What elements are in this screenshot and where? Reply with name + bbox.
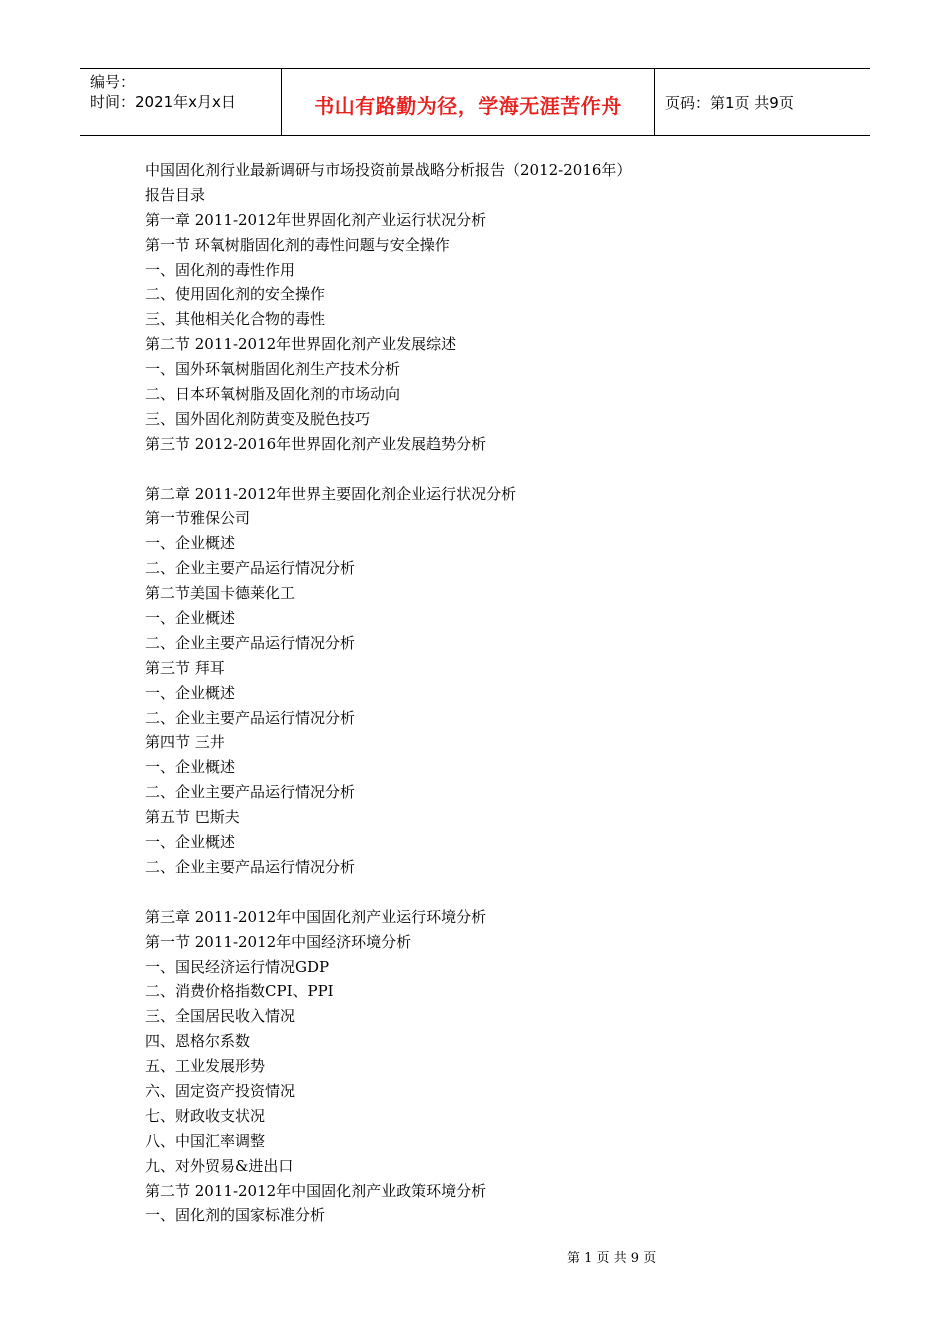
- toc-line: 三、国外固化剂防黄变及脱色技巧: [145, 409, 371, 428]
- toc-line: 一、国外环氧树脂固化剂生产技术分析: [145, 360, 401, 379]
- toc-line: 一、企业概述: [145, 534, 236, 553]
- toc-line: 一、国民经济运行情况GDP: [145, 957, 330, 976]
- toc-line: 一、企业概述: [145, 833, 236, 852]
- toc-line: 一、固化剂的国家标准分析: [145, 1206, 326, 1225]
- toc-line: 二、日本环氧树脂及固化剂的市场动向: [145, 385, 401, 404]
- toc-line: 二、企业主要产品运行情况分析: [145, 633, 356, 652]
- toc-line: 一、企业概述: [145, 609, 236, 628]
- toc-line: 一、企业概述: [145, 758, 236, 777]
- toc-line: [145, 457, 845, 482]
- toc-line: 一、企业概述: [145, 683, 236, 702]
- toc-line: 二、企业主要产品运行情况分析: [145, 708, 356, 727]
- toc-line: 第四节 三井: [145, 733, 225, 752]
- toc-line: 三、全国居民收入情况: [145, 1007, 296, 1026]
- toc-line: 五、工业发展形势: [145, 1057, 266, 1076]
- toc-line: 一、固化剂的毒性作用: [145, 260, 296, 279]
- toc-line: 四、恩格尔系数: [145, 1032, 251, 1051]
- toc-line: 八、中国汇率调整: [145, 1131, 266, 1150]
- toc-line: 第三章 2011-2012年中国固化剂产业运行环境分析: [145, 907, 487, 926]
- toc-line: 六、固定资产投资情况: [145, 1081, 296, 1100]
- toc-line: 第三节 拜耳: [145, 658, 225, 677]
- toc-line: 第二节美国卡德莱化工: [145, 584, 296, 603]
- toc-line: 第一节 环氧树脂固化剂的毒性问题与安全操作: [145, 235, 450, 254]
- toc-line: 第三节 2012-2016年世界固化剂产业发展趋势分析: [145, 434, 487, 453]
- toc-line: 第二章 2011-2012年世界主要固化剂企业运行状况分析: [145, 484, 517, 503]
- toc-line: [145, 880, 845, 905]
- toc-line: 二、企业主要产品运行情况分析: [145, 857, 356, 876]
- toc-line: 第一节 2011-2012年中国经济环境分析: [145, 932, 412, 951]
- toc-line: 第二节 2011-2012年中国固化剂产业政策环境分析: [145, 1181, 487, 1200]
- page-header: [80, 68, 870, 136]
- document-number-label: 编号：: [90, 73, 136, 91]
- header-page-info: 页码：第1页 共9页: [665, 93, 794, 112]
- footer-page-number: 第 1 页 共 9 页: [567, 1251, 657, 1266]
- toc-line: 报告目录: [145, 185, 206, 204]
- toc-line: 二、企业主要产品运行情况分析: [145, 783, 356, 802]
- toc-line: 第一章 2011-2012年世界固化剂产业运行状况分析: [145, 210, 487, 229]
- toc-line: 三、其他相关化合物的毒性: [145, 310, 326, 329]
- toc-line: 中国固化剂行业最新调研与市场投资前景战略分析报告（2012-2016年）: [145, 161, 632, 179]
- header-meta: [80, 69, 282, 135]
- header-motto: 书山有路勤为径，学海无涯苦作舟: [282, 69, 655, 135]
- toc-line: 九、对外贸易&进出口: [145, 1156, 294, 1175]
- toc-line: 二、使用固化剂的安全操作: [145, 285, 326, 304]
- table-of-contents: [145, 158, 845, 1228]
- toc-line: 第二节 2011-2012年世界固化剂产业发展综述: [145, 335, 457, 354]
- toc-line: 二、消费价格指数CPI、PPI: [145, 982, 334, 1001]
- toc-line: 二、企业主要产品运行情况分析: [145, 559, 356, 578]
- document-time-label: 时间：2021年x月x日: [90, 93, 236, 111]
- page-footer: [0, 1247, 950, 1266]
- toc-line: 第一节雅保公司: [145, 509, 251, 528]
- toc-line: 七、财政收支状况: [145, 1106, 266, 1125]
- toc-line: 第五节 巴斯夫: [145, 808, 240, 827]
